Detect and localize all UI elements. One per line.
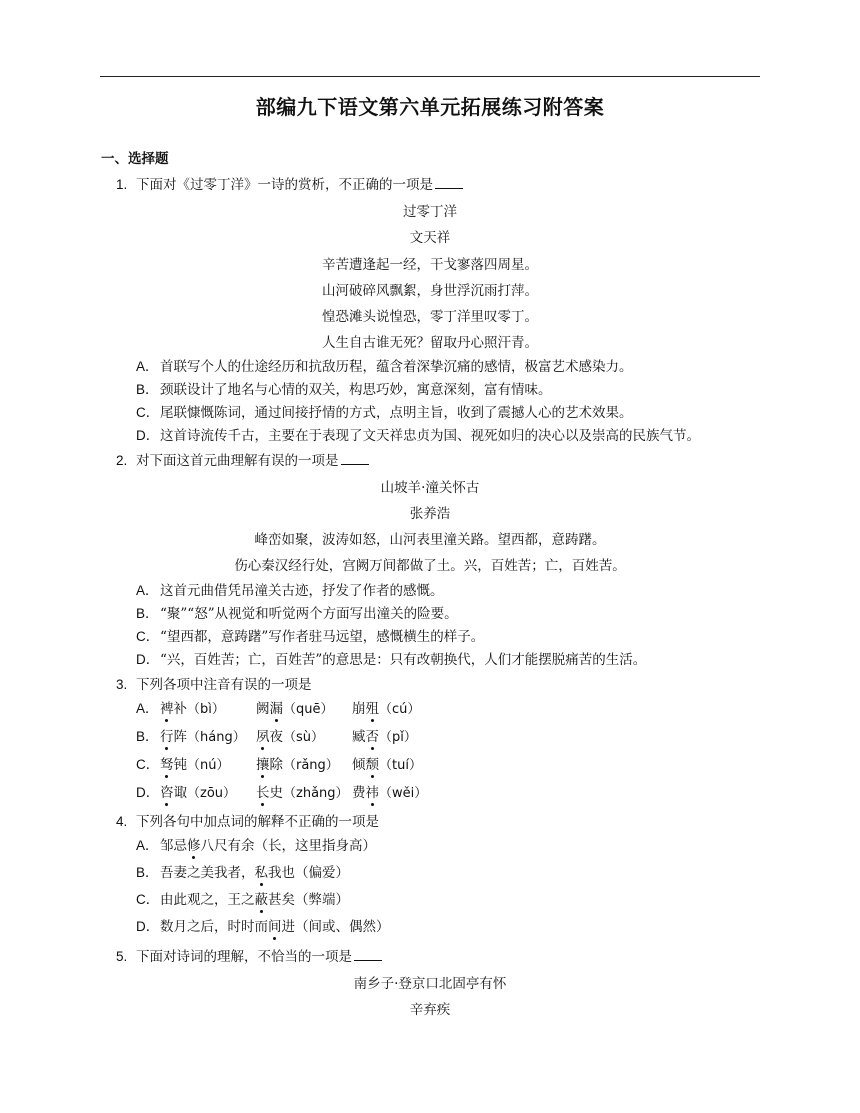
poem-line: 伤心秦汉经行处，宫阙万间都做了土。兴，百姓苦；亡，百姓苦。 [234,558,626,574]
option-d: D．这首诗流传千古，主要在于表现了文天祥忠贞为国、视死如归的决心以及崇高的民族气节。 [136,428,700,444]
question-3-stem: 下列各项中注音有误的一项是 [136,677,312,693]
option-a: A．邹忌修八尺有余（长，这里指身高） [136,838,376,854]
option-a: A．这首元曲借凭吊潼关古迹，抒发了作者的感慨。 [136,583,444,599]
option-c: C． 驽钝（nú） 攘除（rǎng） 倾颓（tuí） [136,757,422,773]
pinyin-item: 攘除（rǎng） [256,757,339,773]
pinyin-item: 倾颓（tuí） [352,757,422,773]
poem-author: 辛弃疾 [409,1002,451,1018]
page-title: 部编九下语文第六单元拓展练习附答案 [255,95,605,119]
pinyin-item: 裨补（bì） [160,701,225,717]
pinyin-item: 阙漏（quē） [256,701,334,717]
poem-author: 文天祥 [409,230,451,246]
answer-blank [354,948,382,961]
question-5-stem: 下面对诗词的理解，不恰当的一项是 [136,949,352,965]
answer-blank [435,176,463,189]
poem-line: 山河破碎风飘絮，身世浮沉雨打萍。 [322,283,538,299]
option-b: B．“聚”“怒”从视觉和听觉两个方面写出潼关的险要。 [136,606,458,622]
option-a: A．首联写个人的仕途经历和抗敌历程，蕴含着深挚沉痛的感情，极富艺术感染力。 [136,359,633,375]
question-5: 5. 下面对诗词的理解，不恰当的一项是 [116,948,382,966]
pinyin-item: 驽钝（nú） [160,757,230,773]
question-1: 1. 下面对《过零丁洋》一诗的赏析，不正确的一项是 [116,176,463,194]
section-heading: 一、选择题 [101,151,169,167]
option-c: C．由此观之，王之蔽甚矣（弊端） [136,892,349,908]
poem-title: 山坡羊·潼关怀古 [380,480,480,496]
question-4-stem: 下列各句中加点词的解释不正确的一项是 [136,814,379,830]
answer-blank [341,452,369,465]
question-3: 3. 下列各项中注音有误的一项是 [116,677,312,693]
question-2: 2. 对下面这首元曲理解有误的一项是 [116,452,369,470]
option-c: C．尾联慷慨陈词，通过间接抒情的方式，点明主旨，收到了震撼人心的艺术效果。 [136,405,633,421]
option-d: D．数月之后，时时而间进（间或、偶然） [136,919,390,935]
option-c: C．“望西都，意踌躇”写作者驻马远望，感慨横生的样子。 [136,629,485,645]
option-d: D．“兴，百姓苦；亡，百姓苦”的意思是：只有改朝换代，人们才能摆脱痛苦的生活。 [136,652,647,668]
poem-line: 人生自古谁无死？留取丹心照汗青。 [322,335,538,351]
header-rule [100,76,760,77]
question-2-stem: 对下面这首元曲理解有误的一项是 [136,453,339,469]
pinyin-item: 长史（zhǎng） [256,785,349,801]
option-b: B．颈联设计了地名与心情的双关，构思巧妙，寓意深刻，富有情味。 [136,382,552,398]
poem-line: 辛苦遭逢起一经，干戈寥落四周星。 [322,257,538,273]
poem-title: 南乡子·登京口北固亭有怀 [353,976,507,992]
poem-title: 过零丁洋 [403,204,457,220]
option-a: A． 裨补（bì） 阙漏（quē） 崩殂（cú） [136,701,421,717]
poem-line: 峰峦如聚，波涛如怒，山河表里潼关路。望西都，意踌躇。 [254,532,606,548]
poem-line: 惶恐滩头说惶恐，零丁洋里叹零丁。 [322,309,538,325]
pinyin-item: 行阵（háng） [160,729,246,745]
pinyin-item: 臧否（pǐ） [352,729,417,745]
option-b: B． 行阵（háng） 夙夜（sù） 臧否（pǐ） [136,729,417,745]
pinyin-item: 咨诹（zōu） [160,785,237,801]
option-b: B．吾妻之美我者，私我也（偏爱） [136,865,349,881]
poem-author: 张养浩 [409,506,451,522]
question-4: 4. 下列各句中加点词的解释不正确的一项是 [116,814,379,830]
question-1-stem: 下面对《过零丁洋》一诗的赏析，不正确的一项是 [136,177,433,193]
option-d: D． 咨诹（zōu） 长史（zhǎng） 费祎（wěi） [136,785,428,801]
pinyin-item: 夙夜（sù） [256,729,325,745]
pinyin-item: 崩殂（cú） [352,701,421,717]
pinyin-item: 费祎（wěi） [352,785,428,801]
